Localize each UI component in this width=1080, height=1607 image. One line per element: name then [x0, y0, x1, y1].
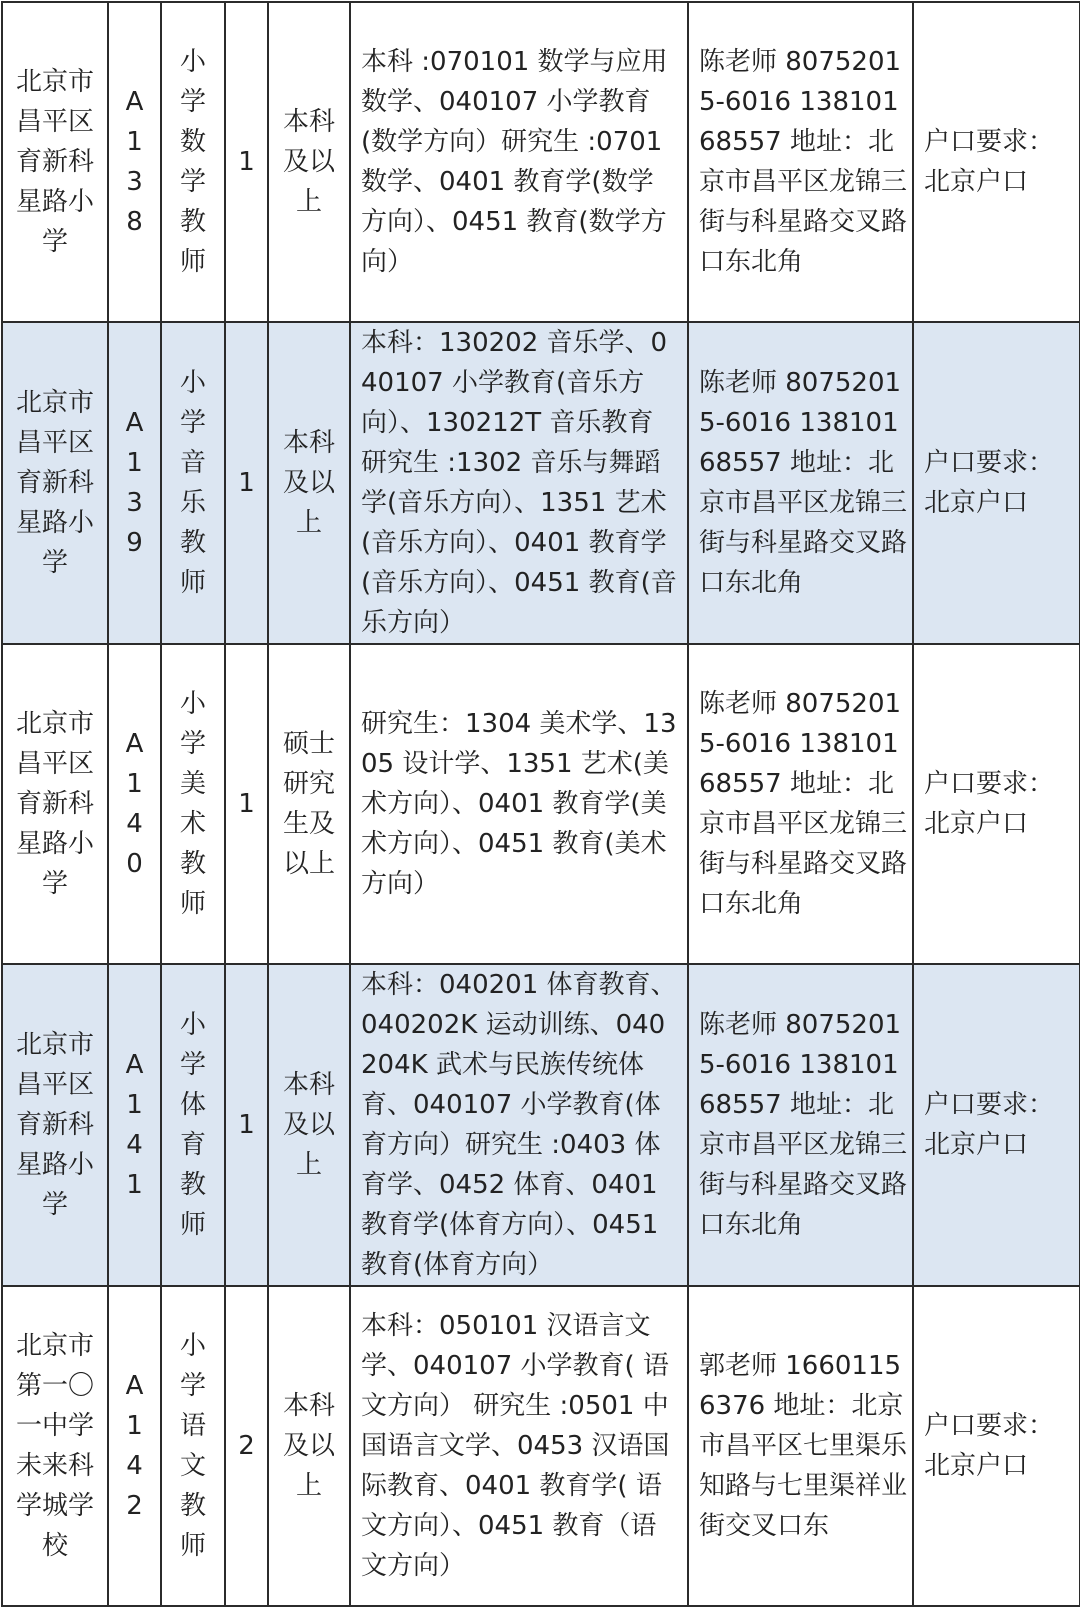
- contact-cell: 陈老师 80752015-6016 13810168557 地址：北京市昌平区龙锦三街与科星路交叉路口东北角: [688, 2, 913, 322]
- education-cell: 本科及以上: [268, 964, 350, 1286]
- contact-cell: 陈老师 80752015-6016 13810168557 地址：北京市昌平区龙锦三街与科星路交叉路口东北角: [688, 964, 913, 1286]
- position-code: A138: [125, 87, 144, 237]
- contact-cell: 陈老师 80752015-6016 13810168557 地址：北京市昌平区龙锦三街与科星路交叉路口东北角: [688, 322, 913, 644]
- position-code: A142: [125, 1371, 144, 1521]
- table-row: [2, 1286, 1080, 1606]
- major-requirement-cell: 本科：050101 汉语言文学、040107 小学教育( 语文方向） 研究生 :0501 中国语言文学、0453 汉语国际教育、0401 教育学( 语文方向）、0451 教育（语文方向）: [350, 1286, 688, 1606]
- post-name: 小学体育教师: [180, 1010, 207, 1240]
- position-code: A141: [125, 1050, 144, 1200]
- hiring-count-cell: 1: [225, 644, 268, 964]
- table-row: [2, 964, 1080, 1286]
- education-cell: 本科及以上: [268, 1286, 350, 1606]
- major-requirement-cell: 本科 :070101 数学与应用数学、040107 小学教育(数学方向）研究生 :0701 数学、0401 教育学(数学方向）、0451 教育(数学方向）: [350, 2, 688, 322]
- note-cell: 户口要求：北京户口: [913, 964, 1080, 1286]
- note-cell: 户口要求：北京户口: [913, 644, 1080, 964]
- post-name-cell: [161, 964, 225, 1286]
- school-cell: 北京市昌平区育新科星路小学: [2, 322, 108, 644]
- hiring-count-cell: 1: [225, 2, 268, 322]
- table-row: [2, 322, 1080, 644]
- position-code-cell: [108, 964, 161, 1286]
- post-name: 小学音乐教师: [180, 368, 207, 598]
- position-code-cell: [108, 644, 161, 964]
- post-name-cell: [161, 644, 225, 964]
- post-name: 小学美术教师: [180, 689, 207, 919]
- position-code-cell: [108, 1286, 161, 1606]
- major-requirement-cell: 研究生：1304 美术学、1305 设计学、1351 艺术(美术方向）、0401 教育学(美术方向）、0451 教育(美术方向）: [350, 644, 688, 964]
- post-name-cell: [161, 2, 225, 322]
- post-name: 小学数学教师: [180, 47, 207, 277]
- school-cell: 北京市第一〇一中学未来科学城学校: [2, 1286, 108, 1606]
- contact-cell: 郭老师 16601156376 地址：北京市昌平区七里渠乐知路与七里渠祥业街交叉口东: [688, 1286, 913, 1606]
- education-cell: 本科及以上: [268, 2, 350, 322]
- major-requirement-cell: 本科：040201 体育教育、040202K 运动训练、040204K 武术与民族传统体育、040107 小学教育(体育方向）研究生 :0403 体育学、0452 体育、0401 教育学(体育方向）、0451 教育(体育方向）: [350, 964, 688, 1286]
- recruitment-table: [1, 1, 1080, 1607]
- education-cell: 本科及以上: [268, 322, 350, 644]
- position-code: A140: [125, 729, 144, 879]
- note-cell: 户口要求：北京户口: [913, 322, 1080, 644]
- school-cell: 北京市昌平区育新科星路小学: [2, 2, 108, 322]
- school-cell: 北京市昌平区育新科星路小学: [2, 964, 108, 1286]
- hiring-count-cell: 1: [225, 964, 268, 1286]
- position-code-cell: [108, 2, 161, 322]
- major-requirement-cell: 本科：130202 音乐学、040107 小学教育(音乐方向）、130212T 音乐教育 研究生 :1302 音乐与舞蹈学(音乐方向）、1351 艺术(音乐方向）、0401 教育学(音乐方向）、0451 教育(音乐方向）: [350, 322, 688, 644]
- hiring-count-cell: 1: [225, 322, 268, 644]
- school-cell: 北京市昌平区育新科星路小学: [2, 644, 108, 964]
- education-cell: 硕士研究生及以上: [268, 644, 350, 964]
- note-cell: 户口要求：北京户口: [913, 1286, 1080, 1606]
- table-row: [2, 2, 1080, 322]
- post-name-cell: [161, 322, 225, 644]
- contact-cell: 陈老师 80752015-6016 13810168557 地址：北京市昌平区龙锦三街与科星路交叉路口东北角: [688, 644, 913, 964]
- post-name: 小学语文教师: [180, 1331, 207, 1561]
- position-code: A139: [125, 408, 144, 558]
- table-row: [2, 644, 1080, 964]
- hiring-count-cell: 2: [225, 1286, 268, 1606]
- position-code-cell: [108, 322, 161, 644]
- note-cell: 户口要求：北京户口: [913, 2, 1080, 322]
- post-name-cell: [161, 1286, 225, 1606]
